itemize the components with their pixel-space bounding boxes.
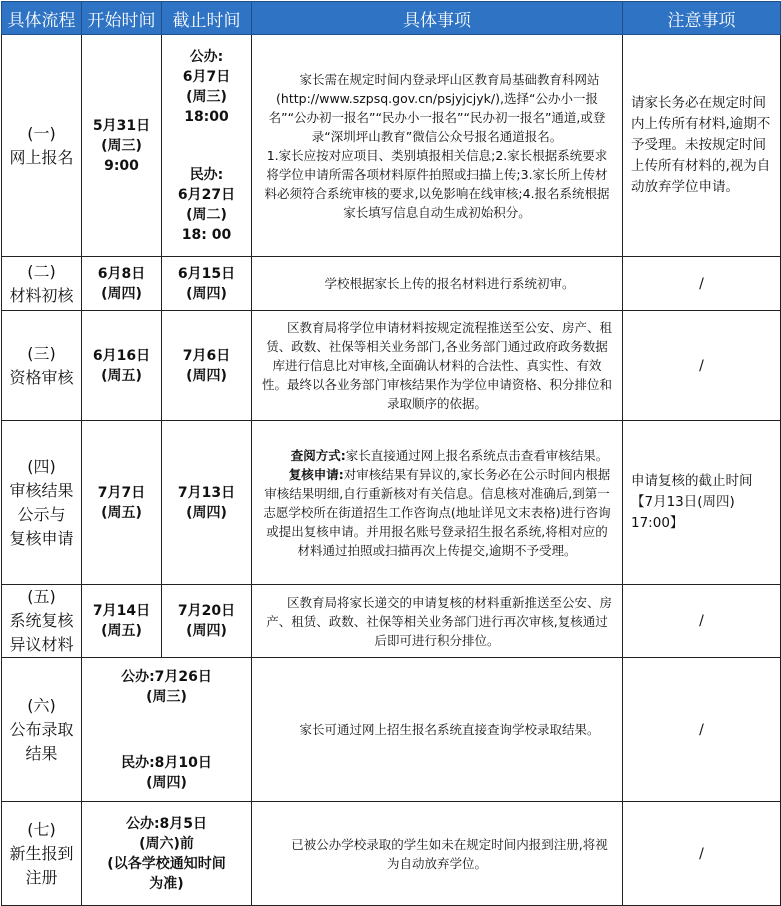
- end-label: 民办:: [189, 166, 224, 183]
- start-weekday: (周五): [101, 623, 142, 639]
- end-date: 6月27日: [177, 186, 236, 203]
- stage-name: 网上报名: [9, 147, 74, 167]
- stage-name: 结果: [25, 743, 58, 763]
- end-weekday: (周三): [186, 88, 227, 105]
- start-time-cell: [82, 257, 162, 311]
- table-row: [2, 257, 781, 311]
- detail-cell: [252, 802, 623, 906]
- end-date: 7月6日: [182, 347, 231, 364]
- start-weekday: (周四): [101, 285, 142, 302]
- detail-text: 区教育局将家长递交的申请复核的材料重新推送至公安、房产、租赁、政数、社保等相关业务部门进行再次审核,复核通过后即可进行积分排位。: [266, 594, 613, 648]
- time-remark: (以各学校通知时间: [107, 855, 226, 872]
- table-header-row: [2, 2, 781, 35]
- keyword-label: 复核申请:: [288, 466, 344, 482]
- detail-text: 家长直接通过网上报名系统点击查看审核结果。: [345, 447, 609, 463]
- time-date: 民办:8月10日: [121, 754, 212, 771]
- detail-view-method: [262, 446, 612, 465]
- end-time-cell: [162, 585, 252, 658]
- enrollment-schedule-table: [1, 1, 781, 906]
- end-clock: 18: 00: [181, 226, 232, 243]
- time-date: 公办:8月5日: [125, 815, 208, 832]
- table-row: [2, 802, 781, 906]
- start-time-cell: [82, 311, 162, 421]
- start-clock: 9:00: [104, 157, 139, 174]
- start-weekday: (周五): [101, 504, 142, 521]
- end-time-cell: [162, 311, 252, 421]
- start-date: 6月16日: [92, 347, 151, 364]
- end-weekday: (周四): [186, 285, 227, 302]
- time-weekday: (周六)前: [139, 835, 194, 852]
- start-date: 7月14日: [92, 603, 151, 619]
- end-time-cell: [162, 257, 252, 311]
- end-date: 7月20日: [177, 603, 236, 619]
- keyword-label: 查阅方式:: [290, 447, 346, 463]
- stage-cell: [2, 257, 82, 311]
- start-time-cell: [82, 585, 162, 658]
- detail-cell: [252, 311, 623, 421]
- header-start-time: 开始时间: [82, 2, 162, 35]
- end-weekday: (周二): [186, 206, 227, 223]
- start-date: 5月31日: [92, 117, 151, 134]
- detail-text: 区教育局将学位申请材料按规定流程推送至公安、房产、租赁、政数、社保等相关业务部门,各业务部门通过政府政务数据库进行信息比对审核,全面确认材料的合法性、真实性、有效性。最终以各业务部门审核结果作为学位申请资格、积分排位和录取顺序的依据。: [262, 320, 613, 411]
- stage-number: (三): [27, 343, 56, 363]
- stage-number: (五): [27, 587, 56, 606]
- stage-cell: [2, 35, 82, 257]
- time-weekday: (周三): [146, 688, 187, 705]
- stage-name: 注册: [25, 867, 58, 887]
- end-clock: 18:00: [184, 108, 229, 125]
- note-line: 17:00】: [631, 515, 684, 531]
- end-weekday: (周四): [186, 367, 227, 384]
- stage-number: (一): [27, 123, 56, 143]
- end-date: 7月13日: [177, 484, 236, 501]
- stage-name: 资格审核: [9, 367, 74, 387]
- detail-review-request: [262, 465, 612, 560]
- detail-cell: [252, 658, 623, 802]
- stage-number: (六): [27, 695, 56, 715]
- note-line: 申请复核的截止时间: [631, 473, 753, 489]
- stage-name: 系统复核: [9, 611, 74, 630]
- stage-name: 材料初核: [9, 285, 74, 305]
- detail-cell: [252, 35, 623, 257]
- stage-cell: [2, 421, 82, 585]
- end-date: 6月15日: [177, 265, 236, 282]
- stage-cell: [2, 585, 82, 658]
- detail-items: 1.家长应按对应项目、类别填报相关信息;2.家长根据系统要求将学位申请所需各项材料原件拍照或扫描上传;3.家长所上传材料必须符合系统审核的要求,以免影响在线审核;4.报名系统根据家长填写信息自动生成初始积分。: [264, 147, 610, 220]
- detail-intro: 家长需在规定时间内登录坪山区教育局基础教育科网站(http://www.szpsq.gov.cn/psjyjcjyk/),选择“公办小一报名”“公办初一报名”“民办小一报名”“民办初一报名”通道,或登录“深圳坪山教育”微信公众号报名通道报名。: [268, 71, 606, 144]
- table-row: [2, 421, 781, 585]
- stage-cell: [2, 311, 82, 421]
- end-date: 6月7日: [182, 68, 231, 85]
- detail-cell: [252, 585, 623, 658]
- detail-text: 已被公办学校录取的学生如未在规定时间内报到注册,将视为自动放弃学位。: [291, 836, 608, 871]
- time-date: 公办:7月26日: [121, 668, 212, 685]
- stage-number: (七): [27, 819, 56, 839]
- start-time-cell: [82, 35, 162, 257]
- detail-cell: [252, 257, 623, 311]
- detail-text: 家长可通过网上招生报名系统直接查询学校录取结果。: [299, 722, 600, 737]
- stage-name: 新生报到: [9, 843, 74, 863]
- time-cell: [82, 802, 252, 906]
- start-date: 6月8日: [97, 265, 146, 282]
- table-row: [2, 35, 781, 257]
- time-cell: [82, 658, 252, 802]
- note-cell: /: [623, 585, 781, 658]
- stage-number: (四): [27, 456, 56, 476]
- stage-cell: [2, 658, 82, 802]
- start-time-cell: [82, 421, 162, 585]
- table-row: [2, 311, 781, 421]
- time-weekday: (周四): [146, 774, 187, 791]
- end-time-gongban: [162, 43, 251, 131]
- stage-cell: [2, 802, 82, 906]
- table-row: [2, 585, 781, 658]
- end-weekday: (周四): [186, 623, 227, 639]
- start-date: 7月7日: [97, 484, 146, 501]
- note-cell: /: [623, 257, 781, 311]
- start-weekday: (周三): [101, 137, 142, 154]
- stage-name: 公示与: [17, 504, 66, 524]
- note-cell: [623, 421, 781, 585]
- end-time-cell: [162, 35, 252, 257]
- end-label: 公办:: [189, 48, 224, 65]
- end-time-minban: [162, 161, 251, 249]
- note-line: 【7月13日(周四): [631, 494, 735, 510]
- stage-name: 复核申请: [9, 528, 74, 548]
- note-cell: /: [623, 311, 781, 421]
- note-cell: /: [623, 658, 781, 802]
- end-weekday: (周四): [186, 504, 227, 521]
- stage-name: 公布录取: [9, 719, 74, 739]
- detail-text: 对审核结果有异议的,家长务必在公示时间内根据审核结果明细,自行重新核对有关信息。信息核对准确后,到第一志愿学校所在街道招生工作咨询点(地址详见文末表格)进行咨询或提出复核申请。并用报名账号登录招生报名系统,将相对应的材料通过拍照或扫描再次上传提交,逾期不予受理。: [263, 466, 611, 558]
- header-end-time: 截止时间: [162, 2, 252, 35]
- stage-name: 审核结果: [9, 480, 74, 500]
- header-process: 具体流程: [2, 2, 82, 35]
- time-remark: 为准): [149, 875, 184, 892]
- note-cell: 请家长务必在规定时间内上传所有材料,逾期不予受理。未按规定时间上传所有材料的,视为自动放弃学位申请。: [623, 35, 781, 257]
- detail-cell: [252, 421, 623, 585]
- table-row: [2, 658, 781, 802]
- end-time-cell: [162, 421, 252, 585]
- header-details: 具体事项: [252, 2, 623, 35]
- stage-name: 异议材料: [9, 635, 74, 654]
- header-notes: 注意事项: [623, 2, 781, 35]
- note-cell: /: [623, 802, 781, 906]
- stage-number: (二): [27, 261, 56, 281]
- detail-text: 学校根据家长上传的报名材料进行系统初审。: [324, 276, 575, 291]
- start-weekday: (周五): [101, 367, 142, 384]
